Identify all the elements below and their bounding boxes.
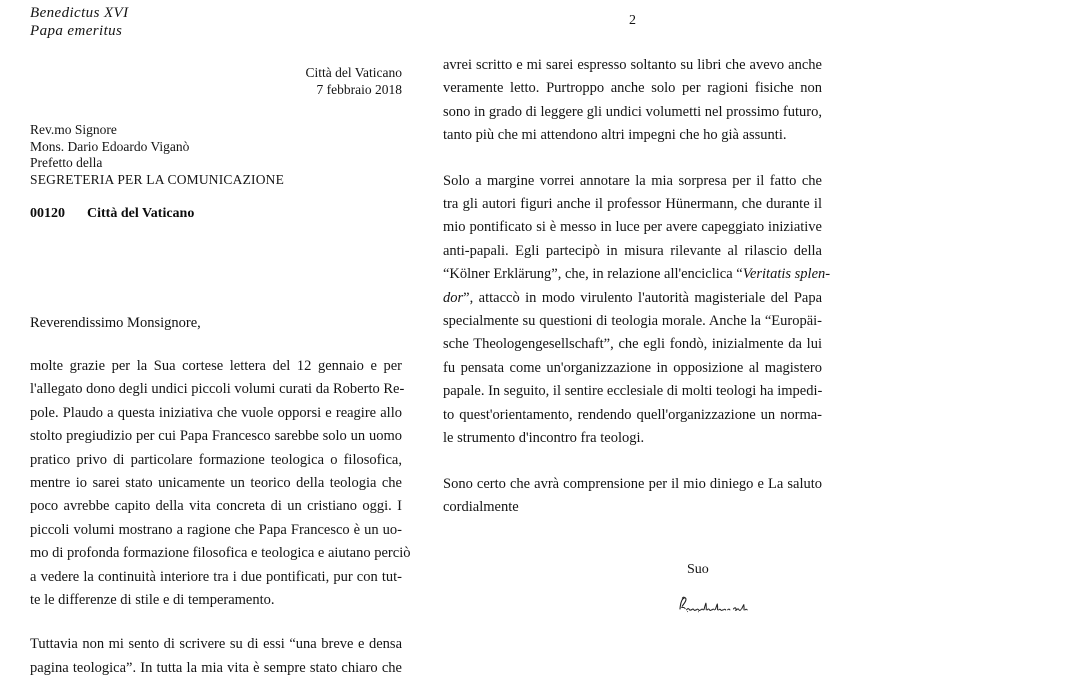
salutation: Reverendissimo Monsignore, xyxy=(30,315,201,331)
paragraph-thanks xyxy=(30,355,411,612)
signature-strokes xyxy=(677,595,797,621)
text-line: Tuttavia non mi sento di scrivere su di essi “una breve e densa xyxy=(30,636,402,653)
text-line: l'allegato dono degli undici piccoli volumi curati da Roberto Re- xyxy=(30,381,405,398)
text-line: te le differenze di stile e di temperamento. xyxy=(30,592,275,609)
text-line: a vedere la continuità interiore tra i due pontificati, pur con tut- xyxy=(30,568,402,585)
text-line: veramente letto. Purtroppo anche solo per ragioni fisiche non xyxy=(443,80,822,97)
text-line: mo di profonda formazione filosofica e teologica e aiutano perciò xyxy=(30,545,411,562)
text-line: pole. Plaudo a questa iniziativa che vuole opporsi e reagire allo xyxy=(30,404,402,421)
text-line: pratico privo di particolare formazione teologica o filosofica, xyxy=(30,451,402,468)
text-line: fu pensata come un'organizzazione in opposizione al magistero xyxy=(443,359,822,376)
italic-title-fragment: Veritatis splen- xyxy=(742,266,831,283)
text-line: piccoli volumi mostrano a ragione che Papa Francesco è un uo- xyxy=(30,521,402,538)
date-block xyxy=(30,64,402,98)
paragraph-sono-certo xyxy=(443,473,822,520)
text-line: poco avrebbe capito della vita concreta di un cristiano oggi. I xyxy=(30,498,402,515)
addressee-city: Città del Vaticano xyxy=(87,206,195,221)
letterhead xyxy=(30,4,402,40)
text-line: avrei scritto e mi sarei espresso soltanto su libri che avevo anche xyxy=(443,57,822,73)
addressee-block xyxy=(30,122,402,188)
paragraph-solo-a-margine xyxy=(443,170,831,451)
text-line: Solo a margine vorrei annotare la mia sorpresa per il fatto che xyxy=(443,172,822,189)
text-line: specialmente su questioni di teologia morale. Anche la “Europäi- xyxy=(443,313,822,330)
addressee-zip: 00120 xyxy=(30,206,65,221)
text-line: sche Theologengesellschaft”, che egli fondò, inizialmente da lui xyxy=(443,336,822,353)
text-line: pagina teologica”. In tutta la mia vita è sempre stato chiaro che xyxy=(30,659,402,676)
text-line: molte grazie per la Sua cortese lettera del 12 gennaio e per xyxy=(30,358,402,374)
addressee-line-2: Mons. Dario Edoardo Viganò xyxy=(30,138,190,154)
text-line: to quest'orientamento, rendendo quell'organizzazione un norma- xyxy=(443,406,822,423)
text-line: mio pontificato si è messo in luce per avere capeggiato iniziative xyxy=(443,219,822,236)
text-line: Sono certo che avrà comprensione per il mio diniego e La saluto xyxy=(443,475,822,492)
text-line: mentre io sarei stato unicamente un teorico della teologia che xyxy=(30,475,402,492)
paragraph-avrei-scritto xyxy=(443,54,822,148)
page-2-column xyxy=(443,0,831,621)
text-line-with-italic-title xyxy=(443,287,822,310)
addressee-zip-line xyxy=(30,205,402,222)
text-line-with-italic-title xyxy=(443,263,831,286)
text-line: papale. In seguito, il sentire ecclesiale di molti teologi ha impedi- xyxy=(443,383,823,400)
text-line: le strumento d'incontro fra teologi. xyxy=(443,430,645,447)
text-line: stolto pregiudizio per cui Papa Francesco sarebbe solo un uomo xyxy=(30,428,402,445)
text-line: anti-papali. Egli partecipò in misura rilevante al rilascio della xyxy=(443,242,822,259)
text-line-prefix: dor”, attaccò in modo virulento l'autorità magisteriale del Papa xyxy=(443,289,822,306)
italic-title-fragment: dor xyxy=(443,289,464,306)
addressee-line-1: Rev.mo Signore xyxy=(30,122,117,137)
date-place: Città del Vaticano xyxy=(305,65,402,80)
addressee-office: SEGRETERIA PER LA COMUNICAZIONE xyxy=(30,171,285,187)
paragraph-tuttavia xyxy=(30,633,402,680)
letterhead-line-2: Papa emeritus xyxy=(30,23,123,39)
page-number: 2 xyxy=(629,13,636,28)
closing-suo: Suo xyxy=(687,562,709,578)
text-line-prefix: “Kölner Erklärung”, che, in relazione all'enciclica “Veritatis splen- xyxy=(443,266,831,283)
page-1-column xyxy=(30,0,411,680)
handwritten-signature xyxy=(677,595,797,621)
date-value: 7 febbraio 2018 xyxy=(316,82,402,97)
text-line: tra gli autori figuri anche il professor Hünermann, che durante il xyxy=(443,196,822,213)
text-line: sono in grado di leggere gli undici volumetti nel prossimo futuro, xyxy=(443,103,822,120)
text-line: tanto più che mi attendono altri impegni che ho già assunti. xyxy=(443,127,787,144)
addressee-line-3: Prefetto della xyxy=(30,155,103,170)
text-line: cordialmente xyxy=(443,498,519,515)
letterhead-line-1: Benedictus XVI xyxy=(30,5,129,21)
